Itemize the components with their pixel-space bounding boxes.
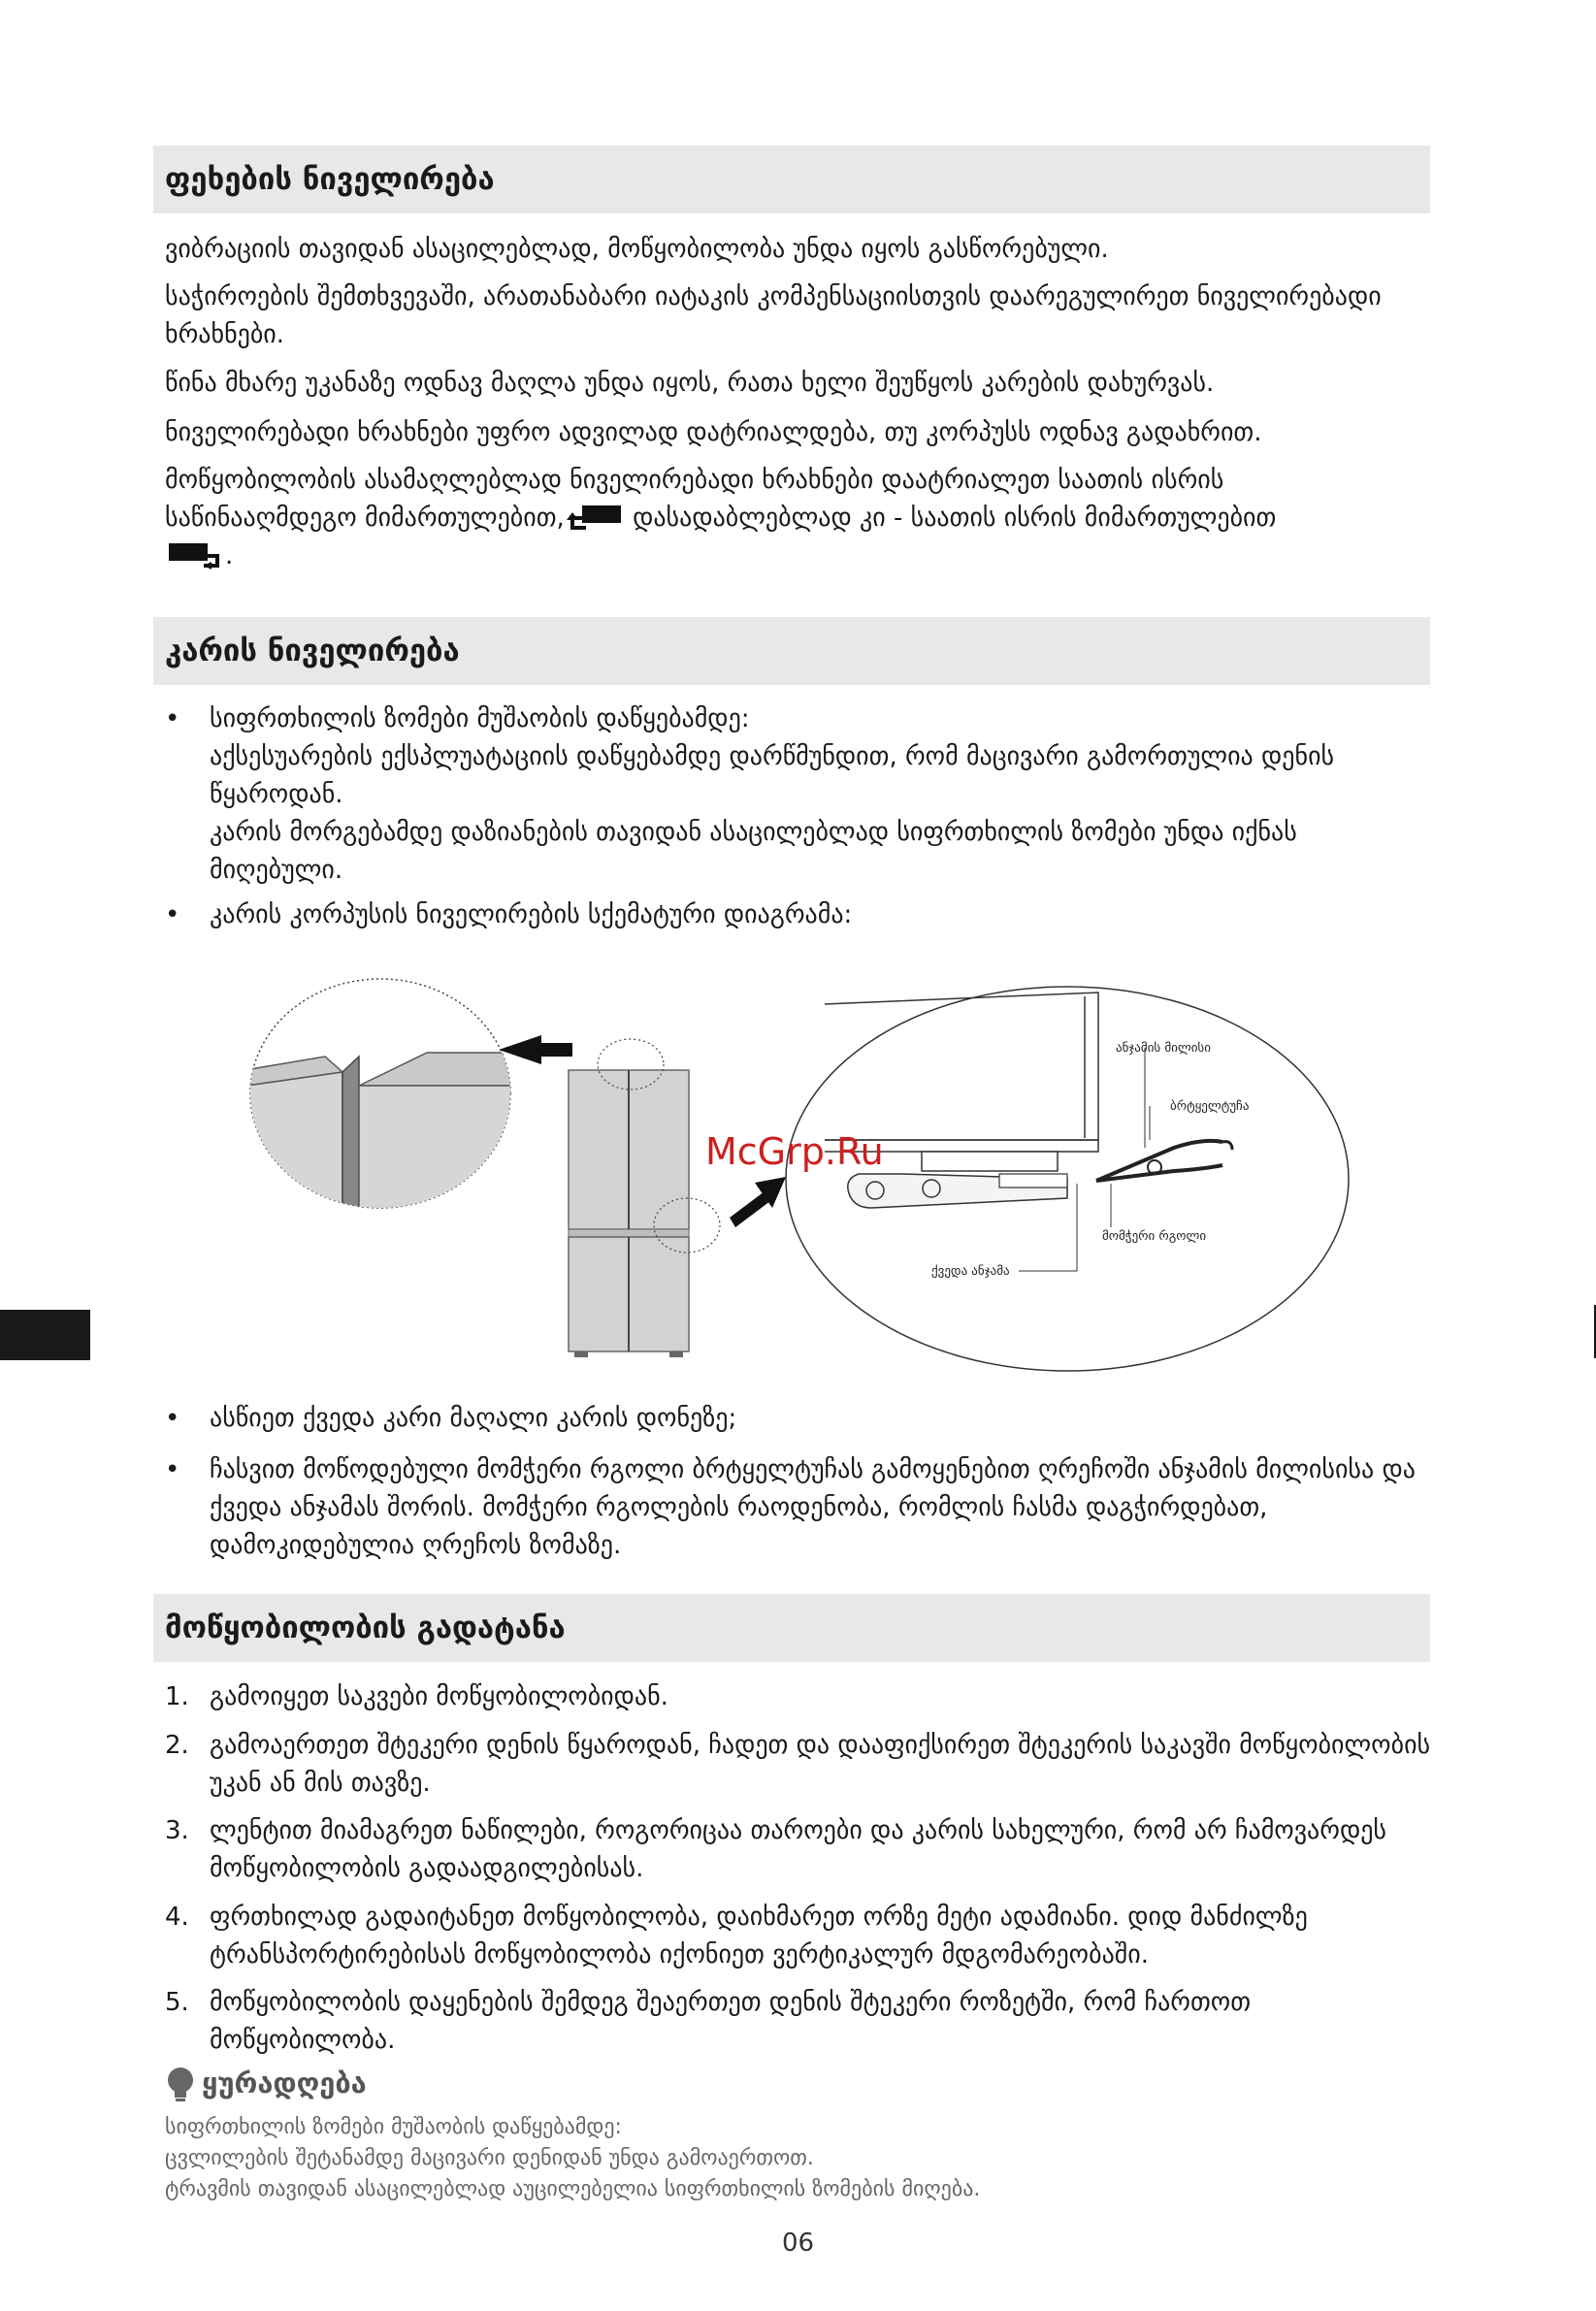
feet-paragraph-5-part2: დასადაბლებლად კი - საათის ისრის მიმართულებით — [624, 504, 1277, 533]
zoom-detail-hinge — [786, 987, 1349, 1371]
feet-paragraph-4: ნიველირებადი ხრახნები უფრო ადვილად დატრიალდება, თუ კორპუსს ოდნავ გადახრით. — [165, 418, 1262, 447]
watermark: McGrp.Ru — [705, 1130, 884, 1173]
section-header-door-leveling — [153, 617, 1430, 685]
feet-paragraph-5-part1: მოწყობილობის ასამაღლებლად ნიველირებადი ხრახნები დაატრიალეთ საათის ისრის საწინააღმდეგო მიმართულებით, — [165, 466, 1224, 533]
door-bullet-precautions-heading: სიფრთხილის ზომები მუშაობის დაწყებამდე: — [210, 704, 750, 733]
page-number: 06 — [781, 2229, 815, 2258]
step-text: გამოაერთეთ შტეკერი დენის წყაროდან, ჩადეთ და დააფიქსირეთ შტეკერის საკავში მოწყობილობის უკან ან მის თავზე. — [210, 1731, 1431, 1798]
side-tab-marker — [0, 1310, 90, 1360]
feet-paragraph-3: წინა მხარე უკანაზე ოდნავ მაღლა უნდა იყოს, რათა ხელი შეუწყოს კარების დახურვას. — [165, 369, 1215, 398]
section-title: ფეხების ნიველირება — [165, 162, 495, 197]
label-pliers: ბრტყელტუჩა — [1170, 1099, 1250, 1114]
door-bullet-insert-clamp-ring-text: ჩასვით მოწოდებული მომჭერი რგოლი ბრტყელტუჩას გამოყენებით ღრეჩოში ანჯამის მილისისა და ქვედა ანჯამას შორის. მომჭერი რგოლების რაოდენობა, რომლის ჩასმა დაგჭირდებათ, დამოკიდებულია ღრეჩოს ზომაზე. — [210, 1455, 1416, 1560]
section-title: კარის ნიველირება — [165, 634, 460, 668]
arrow-left-icon — [499, 1035, 572, 1064]
step-number: 5. — [165, 1988, 189, 2017]
step-text: მოწყობილობის დაყენების შემდეგ შეაერთეთ დენის შტეკერი როზეტში, რომ ჩართოთ მოწყობილობა. — [210, 1988, 1252, 2055]
clockwise-arrow-icon — [165, 540, 225, 573]
bullet-dot: • — [165, 704, 180, 733]
step-text: ლენტით მიამაგრეთ ნაწილები, როგორიცაა თაროები და კარის სახელური, რომ არ ჩამოვარდეს მოწყობილობის გადაადგილებისას. — [210, 1816, 1386, 1883]
feet-paragraph-1: ვიბრაციის თავიდან ასაცილებლად, მოწყობილობა უნდა იყოს გასწორებული. — [165, 235, 1109, 264]
feet-paragraph-2: საჭიროების შემთხვევაში, არათანაბარი იატაკის კომპენსაციისთვის დაარეგულირეთ ნიველირებადი ხრახნები. — [165, 282, 1382, 349]
step-number: 3. — [165, 1816, 189, 1845]
door-bullet-raise-lower-door-text: ასწიეთ ქვედა კარი მაღალი კარის დონეზე; — [210, 1404, 737, 1433]
step-text: ფრთხილად გადაიტანეთ მოწყობილობა, დაიხმარეთ ორზე მეტი ადამიანი. დიდ მანძილზე ტრანსპორტირებისას მოწყობილობა იქონიეთ ვერტიკალურ მდგომარეობაში. — [210, 1903, 1308, 1969]
note-line-2: ცვლილების შეტანამდე მაცივარი დენიდან უნდა გამოაერთოთ. — [165, 2146, 814, 2170]
step-number: 1. — [165, 1682, 189, 1711]
step-number: 4. — [165, 1903, 189, 1932]
note-title: ყურადღება — [202, 2067, 367, 2099]
label-lower-hinge: ქვედა ანჯამა — [931, 1264, 1010, 1279]
arrow-up-right-icon — [730, 1177, 786, 1227]
section-title: მოწყობილობის გადატანა — [165, 1611, 566, 1645]
door-leveling-diagram — [223, 975, 1368, 1383]
counterclockwise-arrow-icon — [565, 503, 625, 536]
zoom-detail-left — [233, 979, 534, 1227]
fridge-front-view — [569, 1039, 720, 1357]
label-clamp-ring: მომჭერი რგოლი — [1102, 1229, 1207, 1244]
feet-paragraph-5-part3: . — [225, 541, 234, 570]
door-bullet-precautions-line2: აქსესუარების ექსპლუატაციის დაწყებამდე დარწმუნდით, რომ მაცივარი გამორთულია დენის წყაროდან. — [210, 742, 1335, 809]
note-line-3: ტრავმის თავიდან ასაცილებლად აუცილებელია სიფრთხილის ზომების მიღება. — [165, 2177, 981, 2201]
label-hinge-tube: ანჯამის მილისი — [1116, 1041, 1211, 1056]
feet-paragraph-5 — [165, 462, 1329, 575]
bullet-dot: • — [165, 1404, 180, 1433]
lightbulb-icon — [165, 2067, 196, 2105]
bullet-dot: • — [165, 1455, 180, 1484]
section-header-moving-appliance — [153, 1594, 1430, 1662]
bullet-dot: • — [165, 900, 180, 929]
door-bullet-diagram-caption-text: კარის კორპუსის ნიველირების სქემატური დიაგრამა: — [210, 900, 853, 929]
section-header-feet-leveling — [153, 146, 1430, 213]
step-text: გამოიყეთ საკვები მოწყობილობიდან. — [210, 1682, 668, 1711]
note-line-1: სიფრთხილის ზომები მუშაობის დაწყებამდე: — [165, 2115, 622, 2139]
door-bullet-precautions-line3: კარის მორგებამდე დაზიანების თავიდან ასაცილებლად სიფრთხილის ზომები უნდა იქნას მიღებული. — [210, 818, 1297, 885]
step-number: 2. — [165, 1731, 189, 1760]
